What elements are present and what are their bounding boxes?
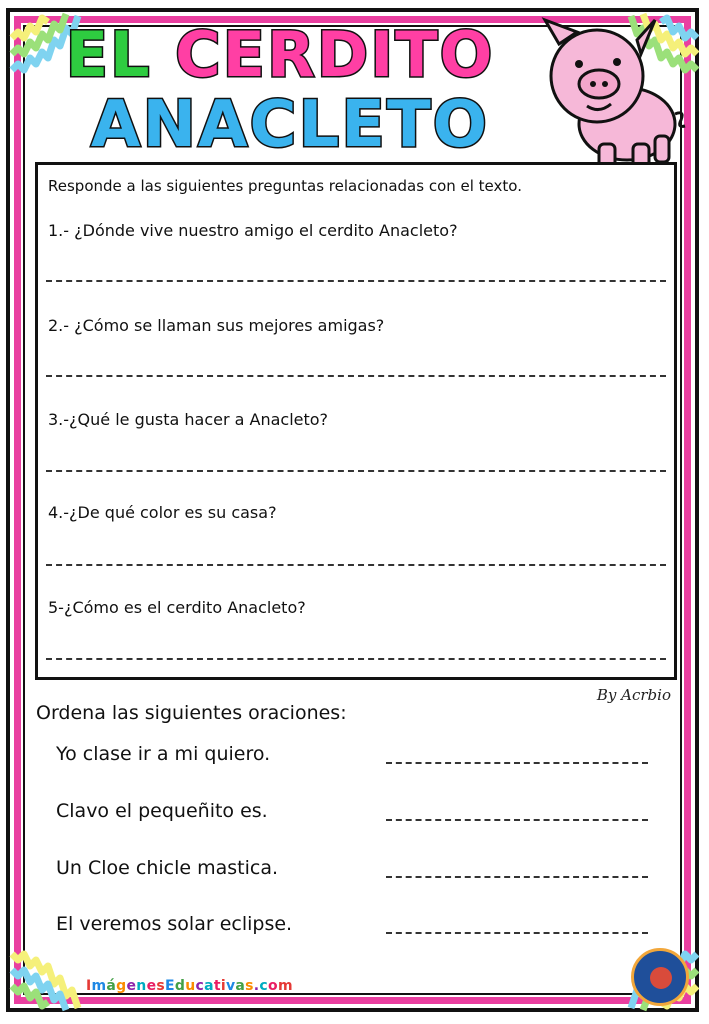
title-word-cerdito: CERDITO (175, 18, 495, 91)
footer-letter: o (268, 978, 278, 994)
footer-letter: I (86, 978, 92, 994)
answer-line-2[interactable] (46, 375, 666, 377)
footer-site-name (86, 978, 293, 994)
footer-letter: e (146, 978, 157, 994)
order-answer-line-3[interactable] (386, 876, 648, 878)
footer-letter: á (106, 978, 117, 994)
pig-illustration (537, 14, 687, 174)
footer-letter: m (277, 978, 293, 994)
page-title-line-1 (60, 18, 500, 91)
question-4: 4.-¿De qué color es su casa? (48, 503, 277, 522)
order-answer-line-1[interactable] (386, 762, 648, 764)
order-sentence-4: El veremos solar eclipse. (56, 913, 293, 935)
footer-letter: e (126, 978, 137, 994)
footer-letter: s (245, 978, 254, 994)
footer-letter: . (253, 978, 260, 994)
footer-letter: i (220, 978, 226, 994)
order-section-title: Ordena las siguientes oraciones: (36, 702, 347, 724)
footer-letter: u (185, 978, 196, 994)
footer-letter: c (259, 978, 269, 994)
corner-decoration-bottom-left (8, 924, 98, 1014)
questions-instructions: Responde a las siguientes preguntas relacionadas con el texto. (48, 177, 522, 195)
answer-line-5[interactable] (46, 658, 666, 660)
footer-letter: a (235, 978, 246, 994)
order-sentence-1: Yo clase ir a mi quiero. (56, 743, 271, 765)
order-answer-line-4[interactable] (386, 932, 648, 934)
order-answer-line-2[interactable] (386, 819, 648, 821)
footer-letter: s (156, 978, 165, 994)
footer-letter: d (174, 978, 186, 994)
footer-letter: n (136, 978, 147, 994)
footer-letter: E (165, 978, 175, 994)
question-2: 2.- ¿Cómo se llaman sus mejores amigas? (48, 316, 385, 335)
question-3: 3.-¿Qué le gusta hacer a Anacleto? (48, 410, 329, 429)
answer-line-3[interactable] (46, 470, 666, 472)
title-word-el: EL (65, 18, 152, 91)
answer-line-1[interactable] (46, 280, 666, 282)
footer-letter: v (225, 978, 236, 994)
answer-line-4[interactable] (46, 564, 666, 566)
footer-letter: m (91, 978, 107, 994)
questions-box (35, 162, 677, 680)
footer-letter: a (204, 978, 214, 994)
order-sentence-2: Clavo el pequeñito es. (56, 800, 268, 822)
footer-letter: c (195, 978, 205, 994)
question-1: 1.- ¿Dónde vive nuestro amigo el cerdito Anacleto? (48, 221, 458, 240)
author-credit: By Acrbio (596, 686, 671, 704)
order-sentence-3: Un Cloe chicle mastica. (56, 857, 279, 879)
brand-logo-icon (631, 948, 689, 1006)
footer-letter: g (116, 978, 127, 994)
question-5: 5-¿Cómo es el cerdito Anacleto? (48, 598, 306, 617)
page-title-line-2: ANACLETO (90, 88, 490, 162)
footer-letter: t (213, 978, 221, 994)
